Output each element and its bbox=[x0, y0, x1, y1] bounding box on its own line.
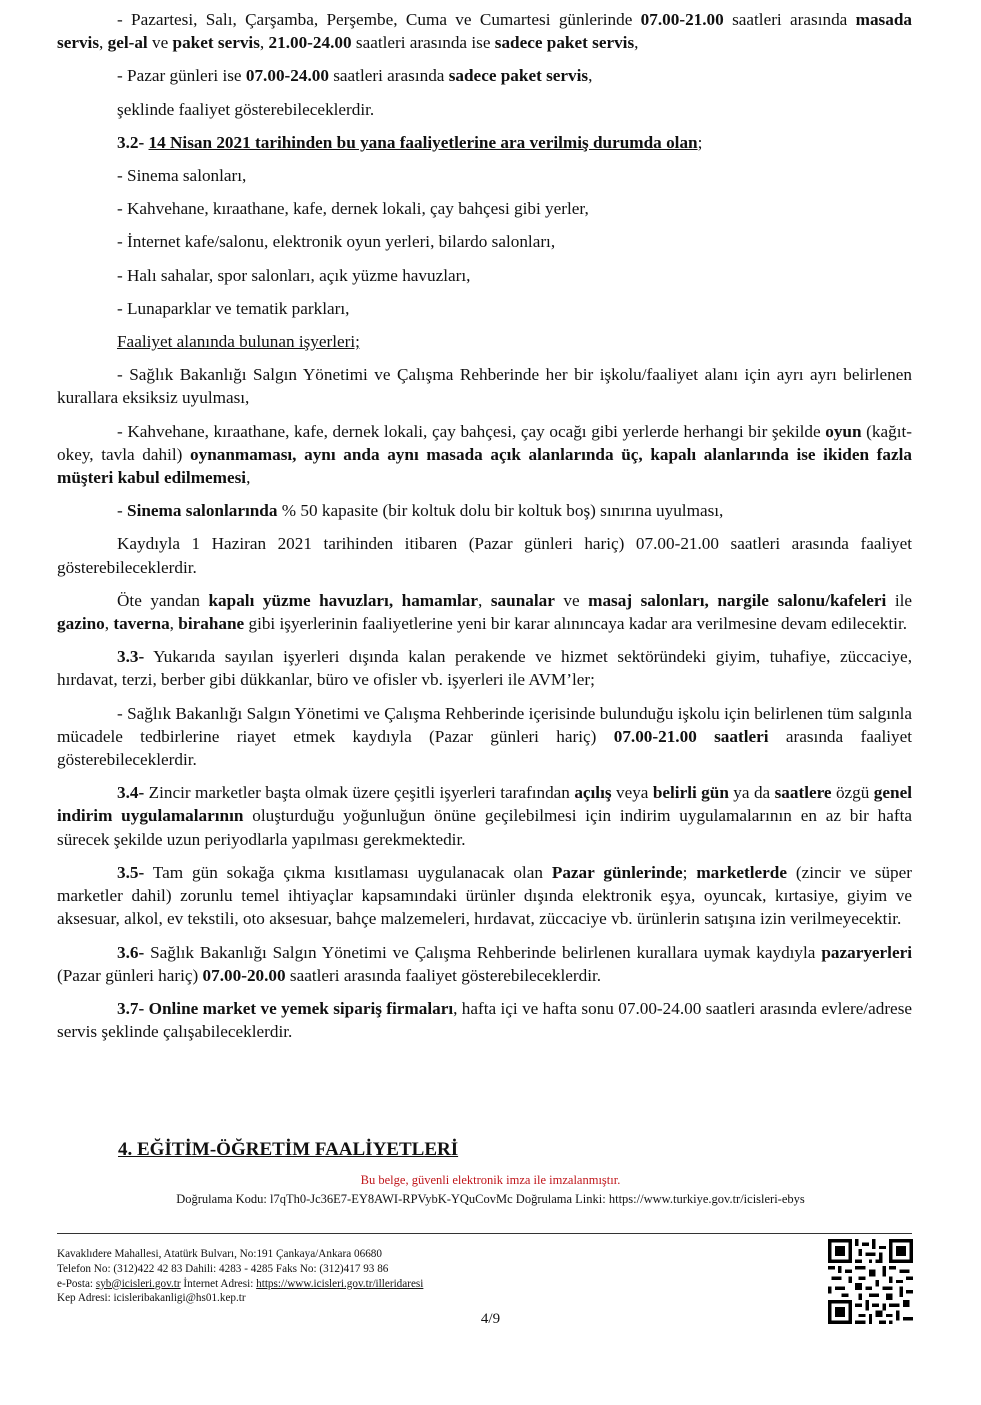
paragraph-retail-hours: - Sağlık Bakanlığı Salgın Yönetimi ve Çalışma Rehberinde içerisinde bulunduğu işkolu için belirlenen tüm salgınla mücadele tedbirlerine riayet etmek kaydıyla (Pazar günleri hariç) 07.00-21.00 saatleri arasında faaliyet gösterebileceklerdir. bbox=[57, 703, 912, 770]
paragraph-closed-venues: Öte yandan kapalı yüzme havuzları, hamamlar, saunalar ve masaj salonları, nargile salonu/kafeleri ile gazino, taverna, birahane gibi işyerlerinin faaliyetlerine yeni bir karar alınıncaya kadar ara verilmesine devam edilecektir. bbox=[57, 590, 912, 634]
section-3-6: 3.6- Sağlık Bakanlığı Salgın Yönetimi ve Çalışma Rehberinde belirlenen kurallara uymak kaydıyla pazaryerleri (Pazar günleri hariç) 07.00-20.00 saatleri arasında faaliyet gösterebileceklerdir. bbox=[57, 942, 912, 985]
list-item: - Sinema salonları, bbox=[117, 166, 247, 186]
paragraph-restaurant-closing: şeklinde faaliyet gösterebileceklerdir. bbox=[117, 99, 375, 119]
section-3-2-heading: 3.2- 14 Nisan 2021 tarihinden bu yana faaliyetlerine ara verilmiş durumda olan; bbox=[117, 132, 703, 152]
verification-code: Doğrulama Kodu: l7qTh0-Jc36E7-EY8AWI-RPVybK-YQuCovMc Doğrulama Linki: https://www.turkiye.gov.tr/icisleri-ebys bbox=[176, 1192, 805, 1206]
faaliyet-heading: Faaliyet alanında bulunan işyerleri; bbox=[117, 332, 360, 352]
section-4-heading: 4. EĞİTİM-ÖĞRETİM FAALİYETLERİ bbox=[118, 1139, 459, 1160]
list-item: - Lunaparklar ve tematik parkları, bbox=[117, 298, 350, 318]
section-3-4: 3.4- Zincir marketler başta olmak üzere çeşitli işyerleri tarafından açılış veya belirli gün ya da saatlere özgü genel indirim uygulamalarının oluşturduğu yoğunluğun önüne geçilebilmesi için indirim uygulamalarının en az bir hafta sürecek şekilde uzun periyodlarla yapılması gerekmektedir. bbox=[57, 783, 912, 849]
paragraph-sinema: - Sinema salonlarında % 50 kapasite (bir koltuk dolu bir koltuk boş) sınırına uyulması, bbox=[117, 501, 724, 521]
footer-address: Kavaklıdere Mahallesi, Atatürk Bulvarı, No:191 Çankaya/Ankara 06680 bbox=[57, 1248, 382, 1260]
qr-code-icon bbox=[828, 1239, 913, 1324]
paragraph-rules: - Sağlık Bakanlığı Salgın Yönetimi ve Çalışma Rehberinde her bir işkolu/faaliyet alanı için ayrı ayrı belirlenen kurallara eksiksiz uyulması, bbox=[57, 365, 912, 408]
footer-divider bbox=[57, 1233, 912, 1234]
email-link[interactable]: syb@icisleri.gov.tr bbox=[95, 1277, 181, 1290]
e-signature-notice: Bu belge, güvenli elektronik imza ile imzalanmıştır. bbox=[360, 1173, 621, 1187]
paragraph-restaurant-sunday: - Pazar günleri ise 07.00-24.00 saatleri arasında sadece paket servis, bbox=[117, 66, 593, 86]
document-body bbox=[57, 8, 912, 1043]
list-item: - İnternet kafe/salonu, elektronik oyun yerleri, bilardo salonları, bbox=[117, 232, 556, 252]
page-number: 4/9 bbox=[480, 1311, 501, 1327]
footer-kep: Kep Adresi: icisleribakanligi@hs01.kep.tr bbox=[57, 1292, 246, 1305]
section-3-3: 3.3- Yukarıda sayılan işyerleri dışında kalan perakende ve hizmet sektöründeki giyim, tuhafiye, züccaciye, hırdavat, terzi, berber gibi dükkanlar, büro ve ofisler vb. işyerleri ile AVM’ler; bbox=[57, 647, 912, 690]
footer-email-web: e-Posta: syb@icisleri.gov.tr İnternet Adresi: https://www.icisleri.gov.tr/illeridaresi bbox=[57, 1277, 424, 1290]
list-item: - Halı sahalar, spor salonları, açık yüzme havuzları, bbox=[117, 265, 471, 285]
section-3-5: 3.5- Tam gün sokağa çıkma kısıtlaması uygulanacak olan Pazar günlerinde; marketlerde (zincir ve süper marketler dahil) zorunlu temel ihtiyaçlar kapsamındaki ürünler dışında elektronik eşya, oyuncak, kırtasiye, giyim ve aksesuar, alkol, ev tekstili, oto aksesuar, bahçe malzemeleri, hırdavat, züccaciye vb. ürünlerin satışına izin verilmeyecektir. bbox=[57, 862, 913, 929]
footer-contact bbox=[57, 1247, 423, 1306]
list-item: - Kahvehane, kıraathane, kafe, dernek lokali, çay bahçesi gibi yerler, bbox=[117, 199, 589, 219]
paragraph-kahvehane: - Kahvehane, kıraathane, kafe, dernek lokali, çay bahçesi, çay ocağı gibi yerlerde herhangi bir şekilde oyun (kağıt-okey, tavla dahil) oynanmaması, aynı anda aynı masada açık alanlarında üç, kapalı alanlarında ise ikiden fazla müşteri kabul edilmemesi, bbox=[57, 421, 912, 488]
paragraph-june-1: Kaydıyla 1 Haziran 2021 tarihinden itibaren (Pazar günleri hariç) 07.00-21.00 saatleri arasında faaliyet gösterebileceklerdir. bbox=[57, 534, 912, 577]
footer-phone: Telefon No: (312)422 42 83 Dahili: 4283 - 4285 Faks No: (312)417 93 86 bbox=[57, 1262, 389, 1275]
paragraph-restaurant-weekdays: - Pazartesi, Salı, Çarşamba, Perşembe, Cuma ve Cumartesi günlerinde 07.00-21.00 saatleri arasında masada servis, gel-al ve paket servis, 21.00-24.00 saatleri arasında ise sadece paket servis, bbox=[57, 10, 912, 53]
section-3-7: 3.7- Online market ve yemek sipariş firmaları, hafta içi ve hafta sonu 07.00-24.00 saatleri arasında evlere/adrese servis şeklinde çalışabileceklerdir. bbox=[57, 998, 913, 1042]
web-link[interactable]: https://www.icisleri.gov.tr/illeridaresi bbox=[256, 1277, 424, 1290]
